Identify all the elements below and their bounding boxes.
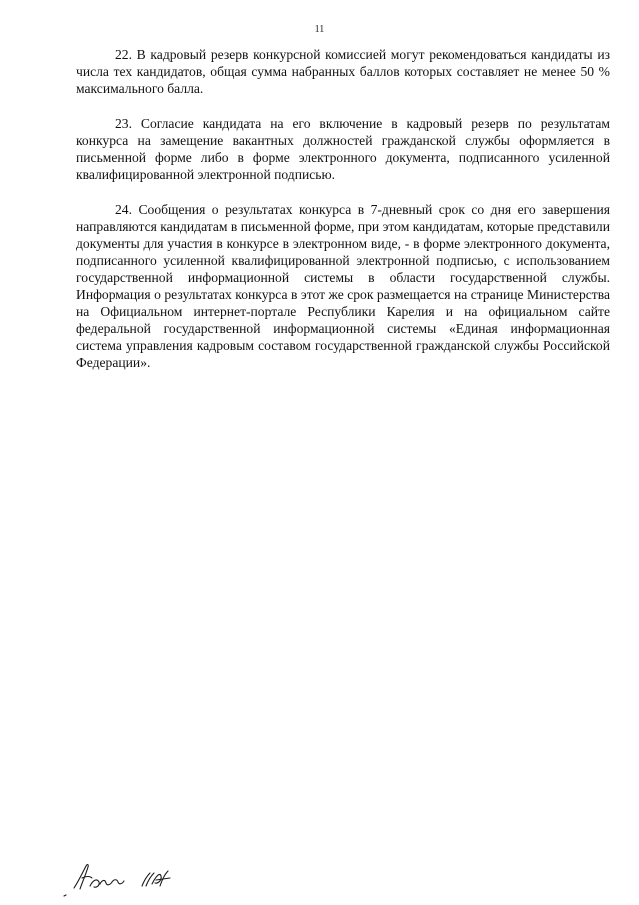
page-number: 11 <box>314 24 325 35</box>
paragraph-22: 22. В кадровый резерв конкурсной комиссией могут рекомендоваться кандидаты из числа тех кандидатов, общая сумма набранных баллов которых составляет не менее 50 % максимального балла. <box>76 47 610 96</box>
handwritten-signature-icon <box>60 856 190 900</box>
paragraph-24: 24. Сообщения о результатах конкурса в 7-дневный срок со дня его завершения направляются кандидатам в письменной форме, при этом кандидатам, которые представили документы для участия в конкурсе в электронном виде, - в форме электронного документа, подписанного усиленной квалифицированной электронной подписью, с использованием государственной информационной системы в области государственной службы. Информация о результатах конкурса в этот же срок размещается на странице Министерства на Официальном интернет-портале Республики Карелия и на официальном сайте федеральной государственной информационной системы «Единая информационная система управления кадровым составом государственной гражданской службы Российской Федерации». <box>76 202 610 370</box>
document-body <box>76 46 610 389</box>
paragraph-23: 23. Согласие кандидата на его включение в кадровый резерв по результатам конкурса на замещение вакантных должностей гражданской службы оформляется в письменной форме либо в форме электронного документа, подписанного усиленной квалифицированной электронной подписью. <box>76 116 610 182</box>
